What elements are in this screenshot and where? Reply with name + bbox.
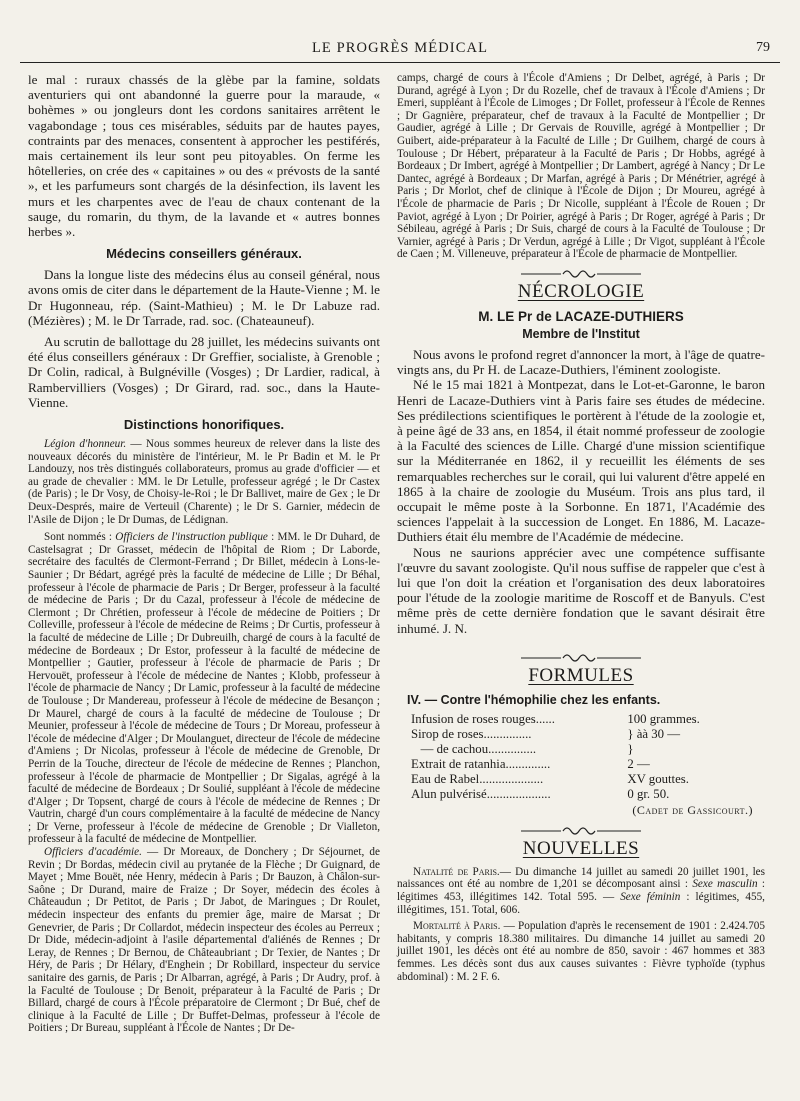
sexe-feminin-text: : légitimes, 455, illégitimes, 151. Total, 606. xyxy=(397,890,765,916)
formules-title: FORMULES xyxy=(528,664,634,686)
ingredient-name: Extrait de ratanhia.............. xyxy=(411,756,551,771)
running-header xyxy=(20,38,780,63)
sexe-feminin-label: Sexe féminin xyxy=(620,890,681,903)
officiers-academie-text: — Dr Moreaux, de Donchery ; Dr Séjournet, de Revin ; Dr Bordas, médecin civil au prytanée de la Flèche ; Dr Guignard, de Mayet ; Mme Bouët, née Henry, médecin à Paris ; Dr Bauzon, à Châlon-sur-Saône ; Dr Durand, maire de Fraize ; Dr Soyer, médecin des écoles à Châteaudun ; Dr Petitot, de Paris ; Dr Jabot, de Maringues ; Dr Roulet, médecin inspecteur des enfants du premier âge, maire de Marsat ; Dr Genevrier, de Paris ; Dr Collardot, médecin inspecteur des écoles au Perreux ; Dr Dide, médecin-adjoint à l'asile départemental d'aliénés de Rennes ; Dr Leray, de Rennes ; Dr Bernou, de Châteaubriant ; Dr Texier, de Nantes ; Dr Héry, de Paris ; Dr Hélary, d'Enghein ; Dr Robillard, inspecteur du service sanitaire des garnis, de Paris ; Dr Albarran, agrégé, à Paris ; Dr Audry, prof. à la Faculté de Toulouse ; Dr Benoit, préparateur à la Faculté de Paris ; Dr Billard, chargé de cours à l'École préparatoire de Clermont ; Dr Bué, chef de clinique à la Faculté de Lille ; Dr Buffet-Delmas, professeur à l'école de Poitiers ; Dr Bureau, suppléant à l'École de Nantes ; Dr De- xyxy=(28,846,380,1035)
mortalite-paragraph xyxy=(397,920,765,983)
left-column xyxy=(28,72,380,1035)
obituary-paragraph-3: Nous ne saurions apprécier avec une compétence suffisante l'œuvre du savant zoologiste. Qu'il nous suffise de rappeler que c'est à lui que l'on doit la création et l'organisation des deux laboratoires pour l'étude de la zoologie maritime de Roscoff et de Banyuls. C'est même près de cette dernière fondation que le savant désirait être inhumé. J. N. xyxy=(397,544,765,636)
nouvelles-title: NOUVELLES xyxy=(522,837,640,859)
ingredient-name: Infusion de roses rouges...... xyxy=(411,711,555,726)
obituary-paragraph-1: Nous avons le profond regret d'annoncer la mort, à l'âge de quatre-vingts ans, du Pr H. de Lacaze-Duthiers, l'éminent zoologiste. xyxy=(397,346,765,378)
ingredient-name: — de cachou............... xyxy=(411,741,537,756)
medecins-paragraph-1: Dans la longue liste des médecins élus au conseil général, nous avons omis de citer dans le département de la Haute-Vienne ; M. le Dr Hugonneau, rép. (Saint-Mathieu) ; M. le Dr Labuze rad. (Mézières) ; M. le Dr Tarrade, rad. soc. (Chateauneuf). xyxy=(28,267,380,328)
ingredient-quantity: 0 gr. 50. xyxy=(627,786,670,801)
legion-honneur-paragraph xyxy=(28,438,380,526)
natalite-lead: Natalité de Paris. xyxy=(413,865,500,878)
journal-title: LE PROGRÈS MÉDICAL xyxy=(311,40,489,56)
mortalite-lead: Mortalité à Paris. xyxy=(413,920,501,933)
obituary-name: M. LE Pr de LACAZE-DUTHIERS xyxy=(478,308,684,324)
formula-row xyxy=(411,757,751,772)
ornament-divider xyxy=(397,266,765,278)
instruction-publique-paragraph xyxy=(28,531,380,846)
obituary-subtitle: Membre de l'Institut xyxy=(522,326,640,341)
obituary-paragraph-2: Né le 15 mai 1821 à Montpezat, dans le Lot-et-Garonne, le baron Henri de Lacaze-Duthiers vint à Paris faire ses études de médecine. Ses prédilections scientifiques le portèrent à l'étude de la zoologie et, à peine âgé de 33 ans, en 1854, il était nommé professeur de zoologie à la Faculté des sciences de Lille. Chargé d'une mission scientifique sur la Méditerranée en 1862, il y recueillit les éléments de ses remarquables recherches sur le corail, qui lui valurent d'être appelé en 1865 à la chaire de zoologie du Muséum. Trois ans plus tard, il occupait le même poste à la Sorbonne. En 1871, l'Académie des sciences l'appelait à la succession de Longet. En 1886, M. Lacaze-Duthiers était élu membre de l'Académie de médecine. xyxy=(397,377,765,545)
ingredient-quantity: 100 grammes. xyxy=(627,711,700,726)
ingredient-name: Eau de Rabel.................... xyxy=(411,771,544,786)
ingredient-quantity: } xyxy=(627,741,634,756)
page-number: 79 xyxy=(756,40,770,55)
mortalite-text: — Population d'après le recensement de 1901 : 2.424.705 habitants, y compris 18.380 militaires. Du dimanche 14 juillet au samedi 20 juillet 1901, les décès ont été au nombre de 850, savoir : 467 hommes et 383 femmes. Les décès sont dus aux causes suivantes : Fièvre typhoïde (typhus abdominal) : M. 2 F. 6. xyxy=(397,920,765,983)
instruction-publique-lead: Officiers de l'instruction publique xyxy=(115,531,268,544)
formula-heading: IV. — Contre l'hémophilie chez les enfants. xyxy=(407,692,661,707)
natalite-text: — Du dimanche 14 juillet au samedi 20 juillet 1901, les naissances ont été au nombre de 1,201 se décomposant ainsi : xyxy=(397,865,765,891)
ornament-divider xyxy=(397,650,765,662)
natalite-paragraph xyxy=(397,866,765,916)
officiers-academie-paragraph xyxy=(28,846,380,1035)
ingredient-quantity: XV gouttes. xyxy=(627,771,689,786)
formula-table xyxy=(411,712,751,802)
ingredient-name: Alun pulvérisé.................... xyxy=(411,786,551,801)
formula-row xyxy=(411,712,751,727)
legion-honneur-lead: Légion d'honneur. xyxy=(44,438,127,451)
right-column xyxy=(397,72,765,983)
section-title-distinctions: Distinctions honorifiques. xyxy=(123,417,285,433)
ingredient-quantity: 2 — xyxy=(627,756,650,771)
medecins-paragraph-2: Au scrutin de ballottage du 28 juillet, les médecins suivants ont été élus conseillers généraux : Dr Greffier, socialiste, à Grenoble ; Dr Colin, radical, à Bulgnéville (Vosges) ; Dr Lardier, radical, à Rambervilliers (Vosges) ; Dr Girard, rad. soc., dans la Haute-Vienne. xyxy=(28,334,380,410)
officiers-academie-lead: Officiers d'académie. xyxy=(44,846,142,859)
ingredient-quantity: } àà 30 — xyxy=(627,726,681,741)
section-title-medecins: Médecins conseillers généraux. xyxy=(106,246,302,262)
plague-text-continuation: le mal : ruraux chassés de la glèbe par la famine, soldats aventuriers qui ont abandonné la guerre pour la maraude, « bohèmes » ou jongleurs dont les cordons sanitaires arrêtent le vagabondage ; tous ces misérables, séduits par de hautes payes, contraints par des menaces, consentent à approcher les pestiférés, mais certainement ils leur sont peu pitoyables. On ferme les hôtelleries, on crée des « capitaines » ou des « prévosts de la santé », et les parfumeurs sont chargés de la désinfection, ils lavent les murs et les charpentes avec de l'eau de chaux contenant de la sauge, du romarin, du thym, de la lavande et « autres bonnes herbes ». xyxy=(28,72,380,240)
ornament-divider xyxy=(397,823,765,835)
academie-list-continuation: camps, chargé de cours à l'École d'Amiens ; Dr Delbet, agrégé, à Paris ; Dr Durand, agrégé à Lyon ; Dr du Rozelle, chef de travaux à l'École d'Amiens ; Dr Emeri, suppléant à l'École de Limoges ; Dr Follet, professeur à l'École de Rennes ; Dr Gagnière, préparateur, chef de travaux à la Faculté de Montpellier ; Dr Gaudier, agrégé à Lille ; Dr Gervais de Rouville, agrégé à Montpellier ; Dr Guibert, aide-préparateur à la Faculté de Lille ; Dr Guilhem, chargé de cours à Toulouse ; Dr Hébert, préparateur à la Faculté de Paris ; Dr Hobbs, agrégé à Bordeaux ; Dr Imbert, agrégé à Montpellier ; Dr Lambert, agrégé à Nancy ; Dr Le Dantec, agrégé à Bordeaux ; Dr Marfan, agrégé à Paris ; Dr Ménétrier, agrégé à Paris ; Dr Morlot, chef de clinique à l'École de Dijon ; Dr Moureu, agrégé à l'École de pharmacie de Paris ; Dr Nicolle, suppléant à l'École de Rouen ; Dr Paviot, agrégé à Lyon ; Dr Poirier, agrégé à Paris ; Dr Roger, agrégé à Paris ; Dr Sébileau, agrégé à Paris ; Dr Suis, chargé de cours à la Faculté de Toulouse ; Dr Varnier, agrégé à Paris ; Dr Verdun, agrégé à Lille ; Dr Vigot, suppléant à l'École de Caen ; M. Villeneuve, préparateur à l'École de pharmacie de Montpellier. xyxy=(397,72,765,261)
ingredient-name: Sirop de roses............... xyxy=(411,726,532,741)
necrologie-title: NÉCROLOGIE xyxy=(517,280,645,302)
formula-row xyxy=(411,772,751,787)
formula-row xyxy=(411,742,751,757)
formula-row xyxy=(411,787,751,802)
sexe-masculin-text: : légitimes 453, illégitimes 142. Total 595. — xyxy=(397,878,766,903)
instruction-publique-text: : MM. le Dr Duhard, de Castelsagrat ; Dr Grasset, médecin de l'hôpital de Riom ; Dr Laborde, secrétaire des facultés de Clermont-Ferrand ; Dr Billet, médecin à Lons-le-Saunier ; Dr Bédart, agrégé près la faculté de médecine de Lille ; Dr Béhal, professeur à l'école de pharmacie de Paris ; Dr Berger, professeur à la faculté de médecine de Paris ; Dr du Cazal, professeur à l'école de médecine de Clermont ; Dr Chrétien, professeur à l'école de médecine de Poitiers ; Dr Colleville, professeur à l'école de médecine de Reims ; Dr Curtis, professeur à la faculté de médecine de Lille ; Dr Dubreuilh, chargé de cours à la faculté de médecine de Bordeaux ; Dr Estor, professeur à la faculté de médecine de Montpellier ; Gautier, professeur à l'école de pharmacie de Paris ; Dr Hervouët, professeur à l'école de médecine de Nantes ; Klobb, professeur à l'école de pharmacie de Nancy ; Dr Lamic, professeur à la faculté de médecine de Toulouse ; Dr Mandereau, professeur à l'école de médecine de Besançon ; Dr Maurel, chargé de cours à la faculté de médecine de Toulouse ; Dr Meunier, professeur à l'école de médecine de Tours ; Dr Moreau, professeur à l'école de médecine d'Alger ; Dr Moulanguet, directeur de l'école de médecine d'Amiens ; Dr Nicolas, professeur à l'école de médecine de Grenoble, Dr Perrin de la Touche, directeur de l'école de médecine de Rennes ; Planchon, professeur à l'école de pharmacie de Montpellier ; Dr Sigalas, agrégé à la faculté de médecine de Bordeaux ; Dr Soulié, suppléant à l'école de médecine d'Alger ; Dr Topsent, chargé de cours à l'école de médecine de Rennes ; Dr Vautrin, chargé d'un cours complémentaire à la faculté de médecine de Nancy ; Dr Verne, professeur à l'école de médecine de Grenoble ; Dr Vialleton, professeur à la faculté de médecine de Montpellier. xyxy=(28,531,381,846)
instruction-start: Sont nommés : xyxy=(44,531,116,544)
sexe-masculin-label: Sexe masculin xyxy=(692,878,758,891)
formula-author: (Cadet de Gassicourt.) xyxy=(632,802,753,817)
formula-row xyxy=(411,727,751,742)
legion-honneur-text: — Nous sommes heureux de relever dans la liste des nouveaux décorés du ministère de l'intérieur, M. le Pr Badin et M. le Pr Landouzy, nos très distingués collaborateurs, promus au grade d'officier — et au grade de chevalier : MM. le Dr Letulle, professeur agrégé ; le Dr Castex (de Paris) ; le Dr Vosy, de Choisy-le-Roi ; le Dr Ballivet, maire de Gex ; le Dr Deux-Després, maire de Verteuil (Charente) ; le Dr S. Garnier, médecin de l'Asile de Dijon ; le Dr Dumas, de Lédignan. xyxy=(28,438,380,526)
